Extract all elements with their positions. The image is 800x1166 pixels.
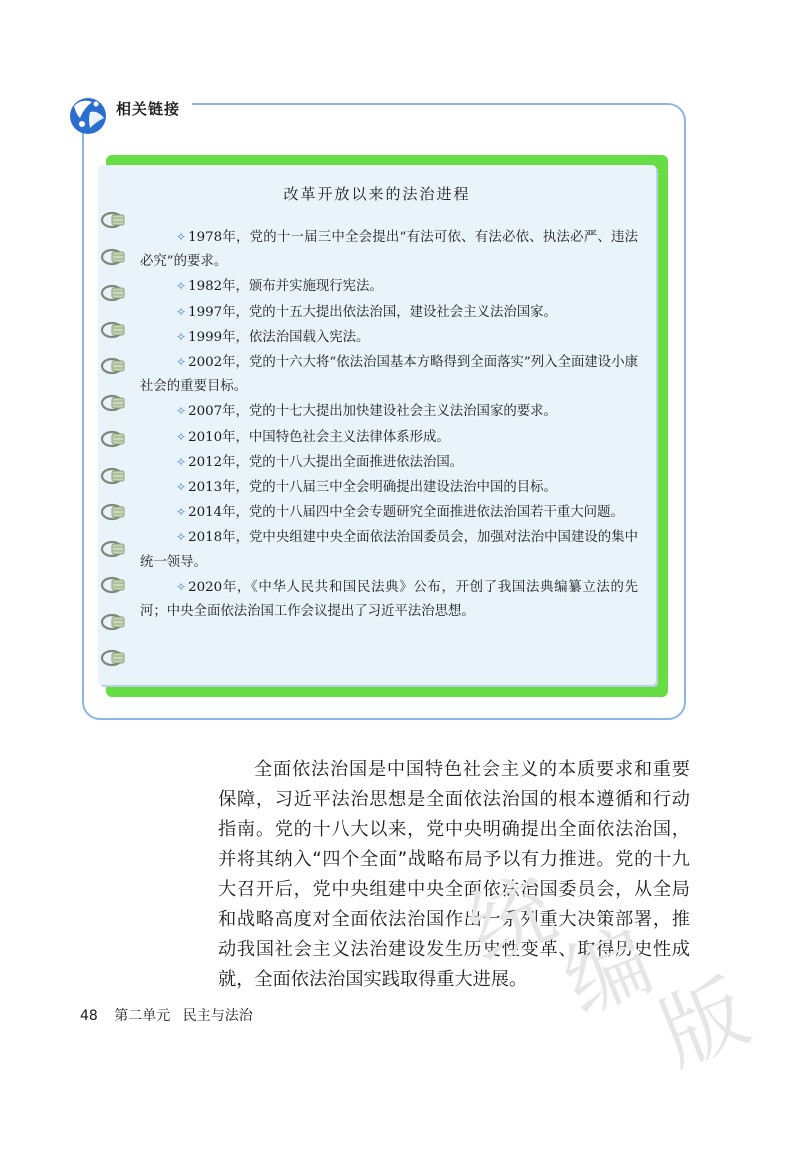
diamond-bullet-icon: ✧: [176, 304, 187, 319]
timeline-entry: ✧ 2012年，党的十八大提出全面推进依法治国。: [176, 454, 464, 470]
timeline-list: [140, 225, 638, 624]
binding-ring-icon: [100, 612, 126, 632]
diamond-bullet-icon: ✧: [176, 454, 187, 469]
timeline-entry: ✧ 2013年，党的十八届三中全会明确提出建设法治中国的目标。: [176, 480, 557, 496]
diamond-bullet-icon: ✧: [176, 505, 187, 520]
diamond-bullet-icon: ✧: [176, 579, 187, 594]
timeline-entry: ✧ 2010年，中国特色社会主义法律体系形成。: [176, 429, 450, 445]
diamond-bullet-icon: ✧: [176, 230, 187, 244]
binding-ring-icon: [100, 575, 126, 595]
binding-ring-icon: [100, 247, 126, 267]
binding-ring-icon: [100, 502, 126, 522]
page-footer: [80, 1005, 253, 1025]
binding-ring-icon: [100, 466, 126, 486]
diamond-bullet-icon: ✧: [176, 480, 187, 495]
timeline-entry: ✧ 2002年，党的十六大将“依法治国基本方略得到全面落实”列入全面建设小康社会的重要目标。: [140, 355, 638, 395]
timeline-entry: ✧ 2020年，《中华人民共和国民法典》公布，开创了我国法典编纂立法的先河；中央全面依法治国工作会议提出了习近平法治思想。: [140, 579, 638, 620]
diamond-bullet-icon: ✧: [176, 530, 187, 545]
body-paragraph: 全面依法治国是中国特色社会主义的本质要求和重要保障，习近平法治思想是全面依法治国的根本遵循和行动指南。党的十八大以来，党中央明确提出全面依法治国，并将其纳入“四个全面”战略布局予以有力推进。党的十九大召开后，党中央组建中央全面依法治国委员会，从全局和战略高度对全面依法治国作出一系列重大决策部署，推动我国社会主义法治建设发生历史性变革、取得历史性成就，全面依法治国实践取得重大进展。: [218, 759, 690, 990]
timeline-entry: ✧ 1982年，颁布并实施现行宪法。: [176, 279, 383, 295]
related-links-icon: [66, 92, 110, 136]
diamond-bullet-icon: ✧: [176, 404, 187, 419]
binding-ring-icon: [100, 539, 126, 559]
diamond-bullet-icon: ✧: [176, 279, 187, 294]
diamond-bullet-icon: ✧: [176, 429, 187, 444]
unit-title: 民主与法治: [182, 1008, 253, 1024]
binding-ring-icon: [100, 429, 126, 449]
binding-ring-icon: [100, 320, 126, 340]
diamond-bullet-icon: ✧: [176, 355, 187, 370]
timeline-entry: ✧ 1999年，依法治国载入宪法。: [176, 329, 370, 345]
binding-ring-icon: [100, 393, 126, 413]
timeline-entry: ✧ 1978年，党的十一届三中全会提出“有法可依、有法必依、执法必严、违法必究”的要求。: [140, 230, 638, 270]
section-title: 相关链接: [116, 100, 181, 118]
binding-ring-icon: [100, 283, 126, 303]
page-number: 48: [80, 1008, 98, 1024]
watermark: 统 编 版: [453, 858, 762, 1085]
binding-ring-icon: [100, 356, 126, 376]
timeline-entry: ✧ 2014年，党的十八届四中全会专题研究全面推进依法治国若干重大问题。: [176, 505, 624, 521]
diamond-bullet-icon: ✧: [176, 329, 187, 344]
timeline-entry: ✧ 2018年，党中央组建中央全面依法治国委员会，加强对法治中国建设的集中统一领导。: [140, 530, 638, 570]
binding-ring-icon: [100, 648, 126, 668]
timeline-entry: ✧ 1997年，党的十五大提出依法治国，建设社会主义法治国家。: [176, 304, 557, 320]
notebook-title: 改革开放以来的法治进程: [283, 185, 471, 203]
timeline-entry: ✧ 2007年，党的十七大提出加快建设社会主义法治国家的要求。: [176, 404, 557, 420]
binding-ring-icon: [100, 210, 126, 230]
unit-label: 第二单元: [114, 1008, 171, 1024]
